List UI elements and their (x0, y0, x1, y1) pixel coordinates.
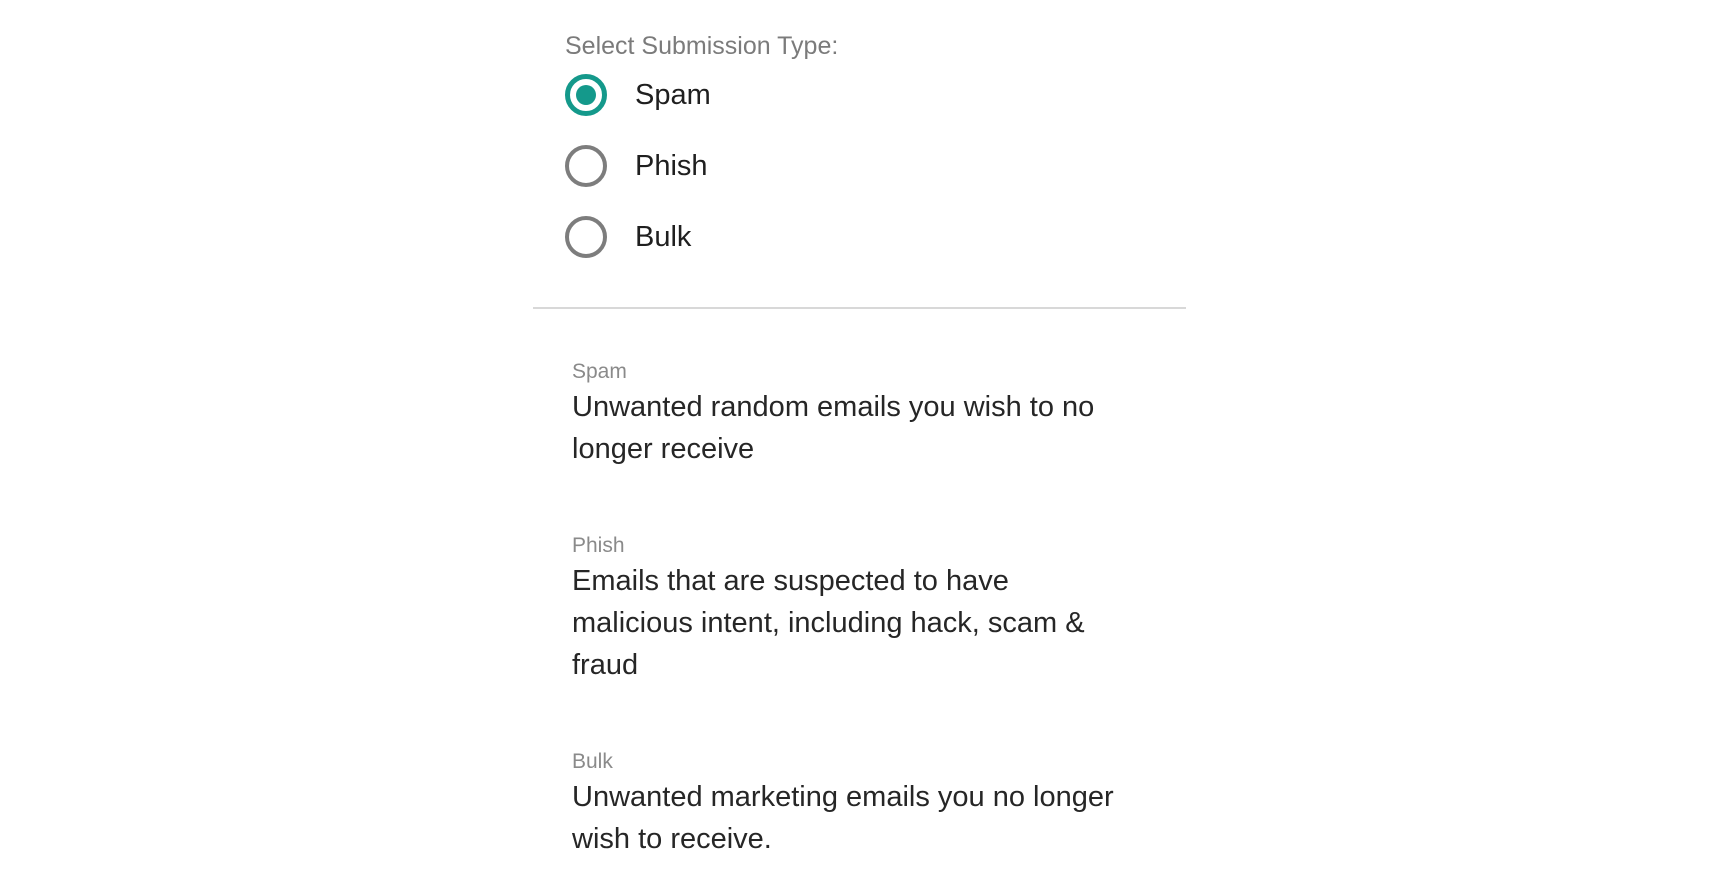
description-bulk (572, 748, 1186, 860)
description-title: Phish (572, 534, 625, 557)
radio-option-label: Bulk (635, 220, 692, 253)
radio-option-spam[interactable] (565, 74, 1186, 116)
radio-option-bulk[interactable] (565, 216, 1186, 258)
submission-type-panel (533, 0, 1186, 886)
description-text: Unwanted random emails you wish to no longer receive (572, 391, 1095, 465)
submission-type-group-label: Select Submission Type: (565, 32, 839, 60)
radio-icon[interactable] (565, 145, 607, 187)
radio-icon[interactable] (565, 74, 607, 116)
radio-icon[interactable] (565, 216, 607, 258)
description-text: Unwanted marketing emails you no longer wish to receive. (572, 781, 1114, 855)
description-title: Bulk (572, 750, 613, 773)
radio-option-label: Spam (635, 78, 711, 111)
description-spam (572, 358, 1186, 470)
section-divider (533, 307, 1186, 309)
radio-option-label: Phish (635, 149, 708, 182)
description-text: Emails that are suspected to have malicious intent, including hack, scam & fraud (572, 565, 1085, 681)
radio-option-phish[interactable] (565, 145, 1186, 187)
description-phish (572, 532, 1186, 686)
submission-type-descriptions (572, 358, 1186, 860)
description-title: Spam (572, 360, 627, 383)
